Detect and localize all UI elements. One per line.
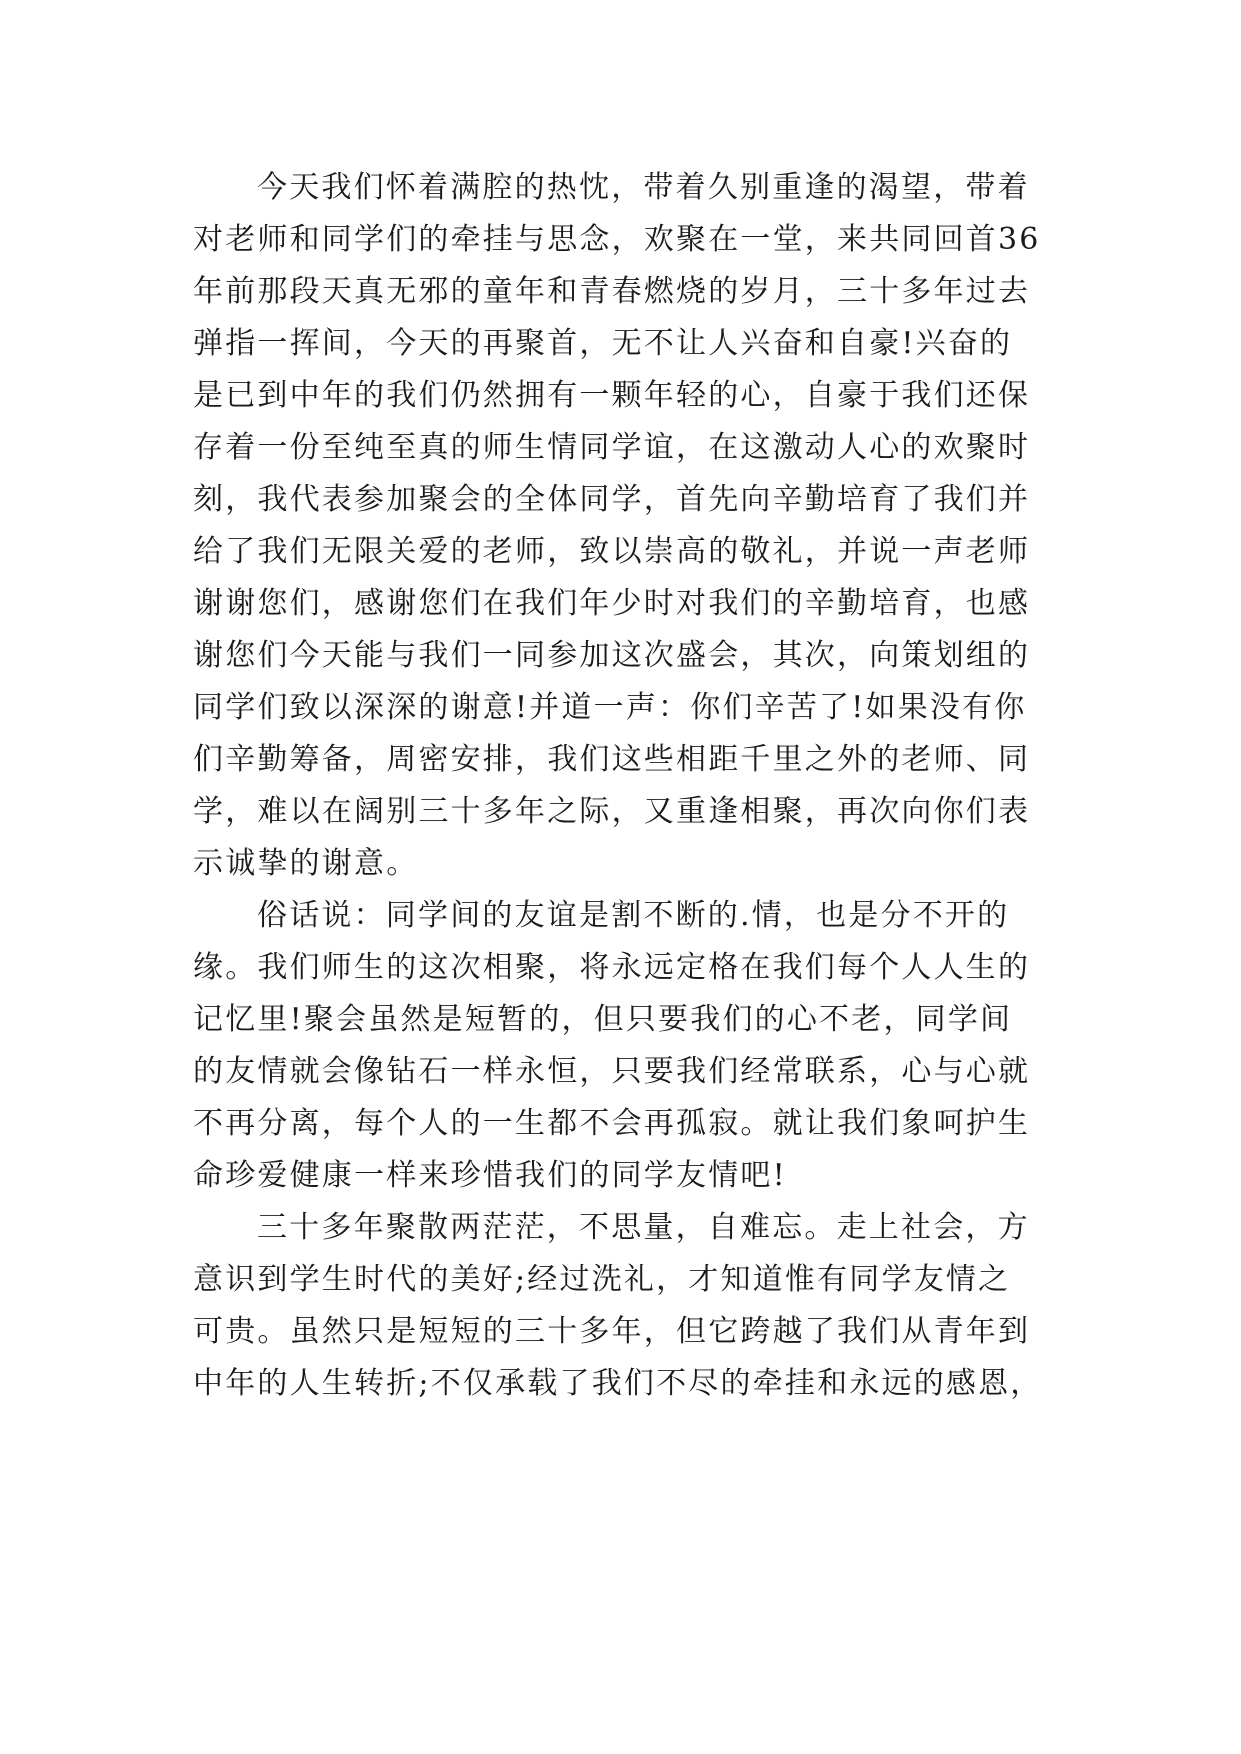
text-line: 同学们致以深深的谢意!并道一声：你们辛苦了!如果没有你 xyxy=(193,690,1027,725)
text-line: 可贵。虽然只是短短的三十多年，但它跨越了我们从青年到 xyxy=(193,1314,1031,1349)
document-page xyxy=(193,162,1049,1410)
paragraph-3 xyxy=(193,1202,1049,1410)
text-line: 存着一份至纯至真的师生情同学谊，在这激动人心的欢聚时 xyxy=(193,430,1031,465)
text-line: 命珍爱健康一样来珍惜我们的同学友情吧! xyxy=(193,1158,787,1193)
text-line: 中年的人生转折;不仅承载了我们不尽的牵挂和永远的感恩， xyxy=(193,1366,1043,1401)
text-line: 谢谢您们，感谢您们在我们年少时对我们的辛勤培育，也感 xyxy=(193,586,1031,621)
text-line: 俗话说：同学间的友谊是割不断的.情，也是分不开的 xyxy=(257,898,1010,933)
text-line: 给了我们无限关爱的老师，致以崇高的敬礼，并说一声老师 xyxy=(193,534,1031,569)
text-line: 年前那段天真无邪的童年和青春燃烧的岁月，三十多年过去 xyxy=(193,274,1031,309)
text-line: 记忆里!聚会虽然是短暂的，但只要我们的心不老，同学间 xyxy=(193,1002,1013,1037)
text-line: 刻，我代表参加聚会的全体同学，首先向辛勤培育了我们并 xyxy=(193,482,1031,517)
text-line: 意识到学生时代的美好;经过洗礼，才知道惟有同学友情之 xyxy=(193,1262,1011,1297)
text-line: 示诚挚的谢意。 xyxy=(193,846,419,881)
paragraph-2 xyxy=(193,890,1049,1202)
text-line: 今天我们怀着满腔的热忱，带着久别重逢的渴望，带着 xyxy=(257,170,1030,205)
text-line: 不再分离，每个人的一生都不会再孤寂。就让我们象呵护生 xyxy=(193,1106,1031,1141)
text-line: 缘。我们师生的这次相聚，将永远定格在我们每个人人生的 xyxy=(193,950,1031,985)
text-line: 学，难以在阔别三十多年之际，又重逢相聚，再次向你们表 xyxy=(193,794,1031,829)
text-line: 是已到中年的我们仍然拥有一颗年轻的心，自豪于我们还保 xyxy=(193,378,1031,413)
text-line: 对老师和同学们的牵挂与思念，欢聚在一堂，来共同回首36 xyxy=(193,222,1041,257)
text-line: 弹指一挥间，今天的再聚首，无不让人兴奋和自豪!兴奋的 xyxy=(193,326,1013,361)
text-line: 三十多年聚散两茫茫，不思量，自难忘。走上社会，方 xyxy=(257,1210,1030,1245)
text-line: 的友情就会像钻石一样永恒，只要我们经常联系，心与心就 xyxy=(193,1054,1031,1089)
paragraph-1 xyxy=(193,162,1049,890)
text-line: 们辛勤筹备，周密安排，我们这些相距千里之外的老师、同 xyxy=(193,742,1031,777)
text-line: 谢您们今天能与我们一同参加这次盛会，其次，向策划组的 xyxy=(193,638,1031,673)
